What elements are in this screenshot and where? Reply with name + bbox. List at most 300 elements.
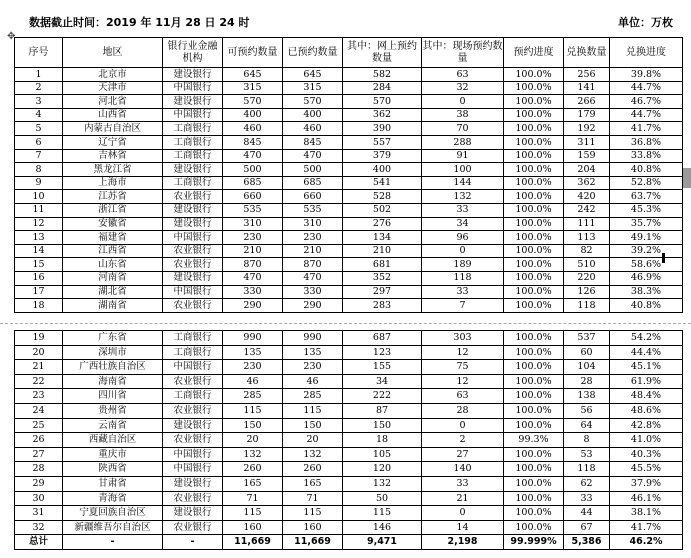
table-cell: 江苏省 [63,190,163,204]
table-cell: 中国银行 [163,231,223,245]
table-cell: 重庆市 [63,447,163,462]
table-cell: 420 [564,190,610,204]
table-cell: 33 [422,476,504,491]
table-cell: 46 [223,374,283,389]
table-cell: 210 [223,244,283,258]
table-cell: 28 [422,403,504,418]
table-cell: 64 [564,418,610,433]
table-cell: 40.8% [610,163,683,177]
table-cell: 24 [15,403,63,418]
table-cell: 16 [15,271,63,285]
table-cell: 湖北省 [63,285,163,299]
table-cell: 100.0% [504,285,564,299]
table-cell: 建设银行 [163,163,223,177]
table-cell: 北京市 [63,68,163,82]
table-row [15,491,683,506]
table-cell: 242 [564,203,610,217]
table-cell: 160 [283,520,343,535]
table-cell: 135 [283,345,343,360]
table-row [15,108,683,122]
table-cell: 31 [15,506,63,521]
table-cell: 建设银行 [163,68,223,82]
col-header: 兑换数量 [564,38,610,68]
table-cell: 100.0% [504,447,564,462]
table-cell: 870 [283,258,343,272]
table-cell: 15 [15,258,63,272]
table-cell: 11,669 [223,535,283,550]
table-cell: 100.0% [504,331,564,346]
table-cell: 220 [564,271,610,285]
table-cell: 中国银行 [163,285,223,299]
table-cell: 460 [283,122,343,136]
table-cell: 2 [422,433,504,448]
table-cell: 山东省 [63,258,163,272]
table-cell: 582 [343,68,422,82]
table-cell: 288 [422,135,504,149]
table-cell: 120 [343,462,422,477]
table-cell: 63.7% [610,190,683,204]
table-cell: 12 [422,374,504,389]
table-cell: 118 [564,299,610,313]
table-cell: 农业银行 [163,433,223,448]
table-row [15,135,683,149]
table-cell: 2,198 [422,535,504,550]
table-cell: 115 [283,403,343,418]
table-cell: 四川省 [63,389,163,404]
table-cell: 470 [223,149,283,163]
table-cell: 285 [223,389,283,404]
table-cell: 浙江省 [63,203,163,217]
table-cell: 深圳市 [63,345,163,360]
table-cell: 132 [343,476,422,491]
table-cell: 46.1% [610,491,683,506]
table-cell: 2 [15,81,63,95]
table-cell: - [63,535,163,550]
table-cell: 535 [283,203,343,217]
table-cell: 8 [15,163,63,177]
table-cell: 贵州省 [63,403,163,418]
table-cell: 农业银行 [163,258,223,272]
table-cell: 100.0% [504,163,564,177]
table-cell: 9 [15,176,63,190]
table-cell: 52.8% [610,176,683,190]
table-row [15,331,683,346]
table-cell: 845 [223,135,283,149]
table-row [15,285,683,299]
table-cell: 21 [422,491,504,506]
table-cell: 33 [422,285,504,299]
table-cell: 150 [283,418,343,433]
table-cell: 39.8% [610,68,683,82]
table-cell: 45.1% [610,360,683,375]
table-cell: 广西壮族自治区 [63,360,163,375]
table-cell: 农业银行 [163,190,223,204]
table-cell: 100.0% [504,374,564,389]
table-cell: 41.7% [610,122,683,136]
table-cell: 87 [343,403,422,418]
report-header [0,0,691,36]
table-cell: 63 [422,68,504,82]
table-cell: 33 [564,491,610,506]
table-cell: 20 [223,433,283,448]
table-cell: 379 [343,149,422,163]
table-cell: 123 [343,345,422,360]
table-cell: 0 [422,244,504,258]
table-cell: 104 [564,360,610,375]
table-cell: 179 [564,108,610,122]
table-cell: 510 [564,258,610,272]
table-cell: 100.0% [504,360,564,375]
table-cell: 5,386 [564,535,610,550]
table-cell: 61.9% [610,374,683,389]
table-cell: 685 [283,176,343,190]
table-cell: 470 [223,271,283,285]
table-cell: 570 [223,95,283,109]
table-cell: 105 [343,447,422,462]
table-cell: 54.2% [610,331,683,346]
table-cell: 256 [564,68,610,82]
table-cell: 100.0% [504,462,564,477]
text-cursor [662,253,665,263]
table-cell: 132 [223,447,283,462]
table-row [15,418,683,433]
table-cell: 21 [15,360,63,375]
table-cell: 总计 [15,535,63,550]
table-cell: 44.4% [610,345,683,360]
table-cell: 天津市 [63,81,163,95]
table-cell: 宁夏回族自治区 [63,506,163,521]
table-cell: 115 [223,506,283,521]
col-header: 银行业金融机构 [163,38,223,68]
table-cell: 537 [564,331,610,346]
table-cell: 3 [15,95,63,109]
table-cell: 中国银行 [163,108,223,122]
table-cell: 100.0% [504,244,564,258]
table-cell: 7 [15,149,63,163]
table-cell: 315 [283,81,343,95]
table-cell: 中国银行 [163,360,223,375]
table-cell: 138 [564,389,610,404]
table-cell: 100.0% [504,418,564,433]
table-cell: 56 [564,403,610,418]
table-cell: 青海省 [63,491,163,506]
table-cell: 0 [422,506,504,521]
table-row [15,81,683,95]
table-cell: 681 [343,258,422,272]
table-cell: 工商银行 [163,149,223,163]
table-cell: 204 [564,163,610,177]
table-cell: 36.8% [610,135,683,149]
table-cell: 100 [422,163,504,177]
table-cell: 山西省 [63,108,163,122]
table-cell: 266 [564,95,610,109]
table-cell: 黑龙江省 [63,163,163,177]
table-cell: 10 [15,190,63,204]
table-cell: 建设银行 [163,506,223,521]
table-cell: 132 [283,447,343,462]
table-cell: 35.7% [610,217,683,231]
table-cell: 400 [223,108,283,122]
table-row [15,520,683,535]
table-row [15,403,683,418]
table-cell: 34 [422,217,504,231]
table-cell: 71 [283,491,343,506]
table-cell: 645 [223,68,283,82]
table-cell: 310 [283,217,343,231]
table-cell: 100.0% [504,258,564,272]
table-cell: 150 [223,418,283,433]
table-cell: 557 [343,135,422,149]
table-cell: 330 [283,285,343,299]
table-cell: 96 [422,231,504,245]
table-row [15,231,683,245]
table-cell: 53 [564,447,610,462]
data-table-bottom [14,330,683,550]
table-cell: 310 [223,217,283,231]
table-cell: 132 [422,190,504,204]
table-cell: 工商银行 [163,389,223,404]
table-cell: 工商银行 [163,122,223,136]
table-cell: 农业银行 [163,299,223,313]
table-cell: 20 [283,433,343,448]
table-cell: 30 [15,491,63,506]
col-header: 预约进度 [504,38,564,68]
table-cell: 5 [15,122,63,136]
table-cell: 建设银行 [163,476,223,491]
table-cell: 100.0% [504,68,564,82]
table-cell: 91 [422,149,504,163]
table-cell: 29 [15,476,63,491]
table-cell: 400 [343,163,422,177]
table-cell: 14 [422,520,504,535]
table-cell: 502 [343,203,422,217]
table-cell: 311 [564,135,610,149]
table-row [15,258,683,272]
table-cell: 4 [15,108,63,122]
table-cell: 660 [223,190,283,204]
table-cell: 845 [283,135,343,149]
table-cell: 290 [283,299,343,313]
table-cell: 330 [223,285,283,299]
table-cell: 17 [15,285,63,299]
table-row [15,433,683,448]
table-cell: 12 [15,217,63,231]
table-cell: 210 [283,244,343,258]
table-cell: 100.0% [504,231,564,245]
table-cell: 303 [422,331,504,346]
table-cell: 12 [422,345,504,360]
table-cell: 100.0% [504,217,564,231]
table-cell: 工商银行 [163,135,223,149]
table-cell: 云南省 [63,418,163,433]
table-cell: 118 [422,271,504,285]
table-cell: 工商银行 [163,331,223,346]
table-cell: 8 [564,433,610,448]
table-cell: 西藏自治区 [63,433,163,448]
table-cell: 140 [422,462,504,477]
table-cell: 中国银行 [163,462,223,477]
table-cell: 9,471 [343,535,422,550]
table-cell: 11 [15,203,63,217]
table-cell: 江西省 [63,244,163,258]
table-cell: 38 [422,108,504,122]
table-cell: 32 [15,520,63,535]
table-cell: 陕西省 [63,462,163,477]
table-cell: 230 [283,360,343,375]
table-cell: 工商银行 [163,345,223,360]
table-cell: 192 [564,122,610,136]
table-cell: 甘肃省 [63,476,163,491]
table-cell: 541 [343,176,422,190]
table-cell: 6 [15,135,63,149]
table-cell: 1 [15,68,63,82]
table-cell: 农业银行 [163,403,223,418]
table-cell: 23 [15,389,63,404]
table-cell: 58.6% [610,258,683,272]
table-row [15,190,683,204]
table-row [15,203,683,217]
page-break-line [0,323,691,324]
table-cell: 100.0% [504,345,564,360]
table-cell: 中国银行 [163,447,223,462]
col-header: 序号 [15,38,63,68]
table-cell: 230 [283,231,343,245]
table-cell: 41.0% [610,433,683,448]
table-row [15,360,683,375]
table-cell: 260 [283,462,343,477]
table-cell: 27 [15,447,63,462]
table-cell: 农业银行 [163,244,223,258]
table-cell: 67 [564,520,610,535]
scroll-handle[interactable] [683,168,691,188]
table-cell: 40.3% [610,447,683,462]
table-cell: 63 [422,389,504,404]
table-row [15,299,683,313]
table-cell: 352 [343,271,422,285]
table-cell: 284 [343,81,422,95]
table-cell: 27 [422,447,504,462]
table-cell: 45.5% [610,462,683,477]
table-cell: 260 [223,462,283,477]
table-cell: 新疆维吾尔自治区 [63,520,163,535]
table-cell: 160 [223,520,283,535]
table-cell: 75 [422,360,504,375]
table-cell: 安徽省 [63,217,163,231]
table-cell: - [163,535,223,550]
col-header: 地区 [63,38,163,68]
table-cell: 辽宁省 [63,135,163,149]
table-row [15,345,683,360]
table-cell: 100.0% [504,203,564,217]
table-cell: 48.4% [610,389,683,404]
table-cell: 283 [343,299,422,313]
table-cell: 141 [564,81,610,95]
table-cell: 100.0% [504,190,564,204]
table-cell: 100.0% [504,476,564,491]
table-row [15,217,683,231]
unit-label: 单位：万枚 [618,16,673,29]
table-cell: 38.1% [610,506,683,521]
table-row [15,176,683,190]
table-cell: 100.0% [504,149,564,163]
table-cell: 146 [343,520,422,535]
table-cell: 26 [15,433,63,448]
table-cell: 230 [223,231,283,245]
table-cell: 990 [223,331,283,346]
table-cell: 44.7% [610,81,683,95]
table-cell: 528 [343,190,422,204]
table-cell: 33.8% [610,149,683,163]
table-cell: 115 [283,506,343,521]
table-cell: 285 [283,389,343,404]
table-cell: 400 [283,108,343,122]
table-cell: 113 [564,231,610,245]
table-cell: 189 [422,258,504,272]
table-cell: 100.0% [504,135,564,149]
col-header: 兑换进度 [610,38,683,68]
table-cell: 37.9% [610,476,683,491]
table-cell: 中国银行 [163,81,223,95]
table-cell: 62 [564,476,610,491]
table-cell: 28 [15,462,63,477]
table-cell: 134 [343,231,422,245]
table-cell: 46 [283,374,343,389]
table-cell: 34 [343,374,422,389]
table-cell: 362 [564,176,610,190]
table-row [15,68,683,82]
table-cell: 建设银行 [163,95,223,109]
table-cell: 100.0% [504,108,564,122]
table-cell: 100.0% [504,299,564,313]
table-cell: 100.0% [504,506,564,521]
table-cell: 535 [223,203,283,217]
table-cell: 建设银行 [163,203,223,217]
table-cell: 农业银行 [163,491,223,506]
table-cell: 276 [343,217,422,231]
table-cell: 0 [422,418,504,433]
table-cell: 32 [422,81,504,95]
table-row [15,122,683,136]
table-cell: 660 [283,190,343,204]
table-cell: 990 [283,331,343,346]
table-row [15,95,683,109]
col-header: 其中：网上预约数量 [343,38,422,68]
col-header: 可预约数量 [223,38,283,68]
table-cell: 农业银行 [163,374,223,389]
table-cell: 22 [15,374,63,389]
table-cell: 建设银行 [163,217,223,231]
table-row [15,271,683,285]
table-cell: 42.8% [610,418,683,433]
table-cell: 70 [422,122,504,136]
table-cell: 湖南省 [63,299,163,313]
table-cell: 500 [223,163,283,177]
table-anchor-icon[interactable]: ✥ [7,31,16,42]
table-cell: 115 [223,403,283,418]
table-cell: 100.0% [504,389,564,404]
table-cell: 44.7% [610,108,683,122]
table-cell: 福建省 [63,231,163,245]
table-cell: 99.3% [504,433,564,448]
table-row [15,163,683,177]
data-deadline: 数据截止时间：2019 年 11月 28 日 24 时 [29,16,250,29]
total-row [15,535,683,550]
table-cell: 115 [343,506,422,521]
table-cell: 46.9% [610,271,683,285]
col-header: 已预约数量 [283,38,343,68]
table-row [15,506,683,521]
table-cell: 222 [343,389,422,404]
